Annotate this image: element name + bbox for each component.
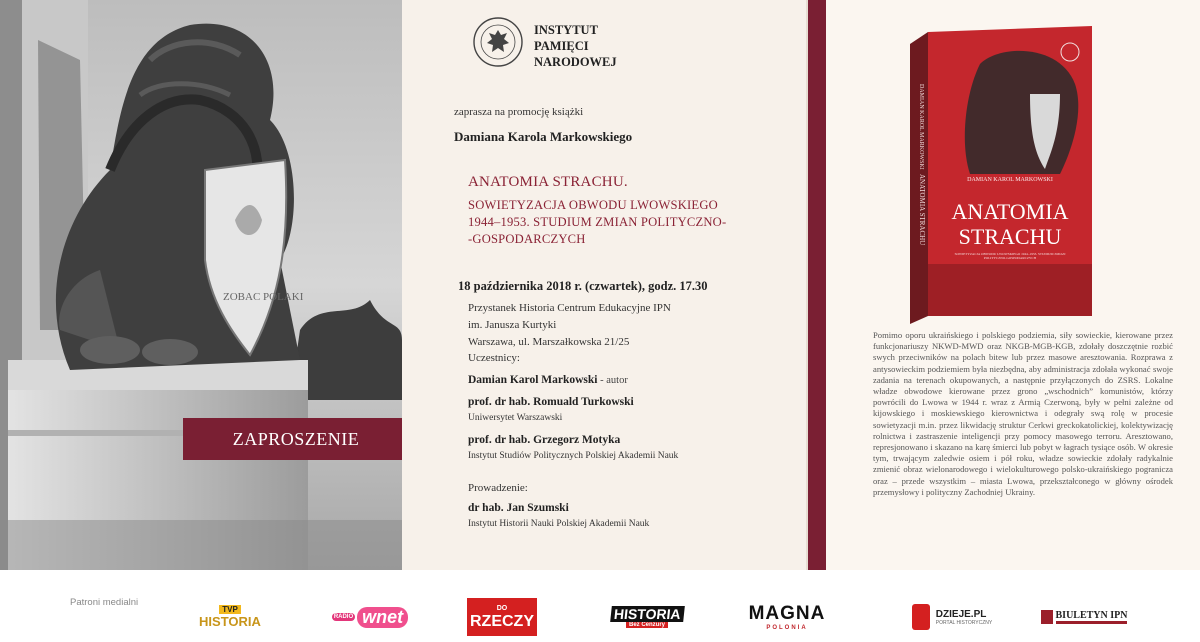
book-cover-author: DAMIAN KAROL MARKOWSKI [967,177,1053,183]
ipn-logo-text [534,22,617,70]
tvp-logo-top: TVP [219,605,241,614]
invitation-badge [183,418,409,460]
participant-name-text: Damian Karol Markowski [468,374,598,386]
hbc-logo-main: HISTORIA [610,606,684,622]
pedestal-inscription: ZOBAC POLAKI [223,291,304,303]
moderator-label: Prowadzenie: [468,482,528,494]
moderator-name: dr hab. Jan Szumski [468,502,569,514]
author-name: Damiana Karola Markowskiego [454,129,633,144]
hbc-logo-sub: Bez Cenzury [626,622,668,628]
wnet-logo-main: wnet [357,607,408,628]
book-subtitle-line-2: 1944–1953. STUDIUM ZMIAN POLITYCZNO- [468,215,727,229]
book-subtitle-line-3: -GOSPODARCZYCH [468,232,586,246]
intro-text: zaprasza na promocję książki [454,106,584,118]
dzieje-logo-main: DZIEJE.PL [935,608,987,620]
dzieje-icon [912,604,930,630]
book-cover [910,24,1100,324]
dzieje-logo-sub: PORTAL HISTORYCZNY [935,619,993,626]
media-patrons-label: Patroni medialni [70,597,139,608]
lion-statue-photo [0,0,402,570]
invitation-badge-label: ZAPROSZENIE [232,428,360,449]
do-rzeczy-main: RZECZY [470,612,534,630]
invitation-panel [402,0,806,570]
moderator-affiliation: Instytut Historii Nauki Polskiej Akademii Nauk [468,519,650,529]
magna-polonia-logo[interactable] [742,598,832,636]
biuletyn-logo-main: BIULETYN IPN [1056,610,1128,624]
logo-line-1: INSTYTUT [534,23,598,37]
logo-line-2: PAMIĘCI [534,39,589,53]
magna-logo-main: MAGNA [748,603,826,624]
book-description: Pomimo oporu ukraińskiego i polskiego podziemia, siły sowieckie, kierowane przez funkcjonariuszy NKWD-MWD oraz NKGB-MGB-KGB, zdołały doszczętnie rozbić swych przeciwników na polach bitew lub przez masowe aresztowania. Rozprawa z antysowieckim podziemiem była niezbędna, aby administracja zdołała wykonać swoje zadania na terenach okupowanych, a następnie przyłączonych do ZSRS. Lokalne władze obwodowe kierowane przez grono „wschodnich” komunistów, którzy powrócili do Lwowa w 1944 r. wraz z Armią Czerwoną, były w pełni zależne od kijowskiego i moskiewskiego kierownictwa i odegrały swą rolę w procesie sowietyzacji m.in. przez likwidację struktur Cerkwi greckokatolickiej, kolektywizację rolnictwa i zastraszenie inteligencji przy pomocy masowego terroru. Aresztowano, represjonowano i skazano na karę śmierci lub pobyt w łagrach tysiące osób. W okresie tym, trwającym zaledwie osiem i pół roku, władze sowieckie zdołały radykalnie zmienić obraz wielonarodowego i wielokulturowego polsko-ukraińskiego pogranicza oraz – przede wszystkim – miasta Lwowa, przekształconego w główny ośrodek przemysłowy i polityczny Zachodniej Ukrainy. [873,330,1173,497]
do-rzeczy-logo[interactable] [467,598,537,636]
participant-affiliation: Uniwersytet Warszawski [468,413,563,423]
tvp-logo-main: HISTORIA [199,614,261,629]
book-spine-title: ANATOMIA STRACHU [918,174,926,246]
lion-statue-illustration [0,0,402,570]
dzieje-pl-logo[interactable] [902,598,1002,636]
venue-line-1: Przystanek Historia Centrum Edukacyjne IPN [468,302,671,314]
participant-name: prof. dr hab. Romuald Turkowski [468,396,634,408]
biuletyn-icon [1041,610,1053,624]
book-subtitle [468,197,726,248]
participant-name: prof. dr hab. Grzegorz Motyka [468,434,621,446]
accent-bar [808,0,826,570]
book-subtitle-line-1: SOWIETYZACJA OBWODU LWOWSKIEGO [468,198,718,212]
do-rzeczy-top: DO [496,604,508,612]
event-venue [468,300,671,351]
book-cover-subtitle: SOWIETYZACJA OBWODU LWOWSKIEGO 1944–1953. STUDIUM ZMIAN POLITYCZNO-GOSPODARCZYCH [954,252,1066,261]
radio-wnet-logo[interactable] [330,598,410,636]
venue-line-2: im. Janusza Kurtyki [468,319,557,331]
media-patrons-footer [0,570,1200,642]
book-title-block [468,174,726,248]
magna-logo-sub: POLONIA [766,625,808,631]
book-title: ANATOMIA STRACHU. [468,174,628,190]
ipn-emblem-icon [472,16,524,68]
event-date: 18 października 2018 r. (czwartek), godz. 17.30 [458,279,708,293]
participant-role: - autor [597,375,628,386]
historia-bez-cenzury-logo[interactable] [606,598,688,636]
participants-label: Uczestnicy: [468,352,520,364]
venue-line-3: Warszawa, ul. Marszałkowska 21/25 [468,336,630,348]
logo-line-3: NARODOWEJ [534,55,617,69]
wnet-logo-top: RADIO [333,614,354,620]
participant-name [468,374,628,386]
book-cover-title-2: STRACHU [958,224,1062,249]
book-cover-title-1: ANATOMIA [951,199,1069,224]
participant-affiliation: Instytut Studiów Politycznych Polskiej Akademii Nauk [468,451,679,461]
tvp-historia-logo[interactable] [190,598,270,636]
biuletyn-ipn-logo[interactable] [1038,598,1130,636]
book-spine-author: DAMIAN KAROL MARKOWSKI [918,84,924,170]
